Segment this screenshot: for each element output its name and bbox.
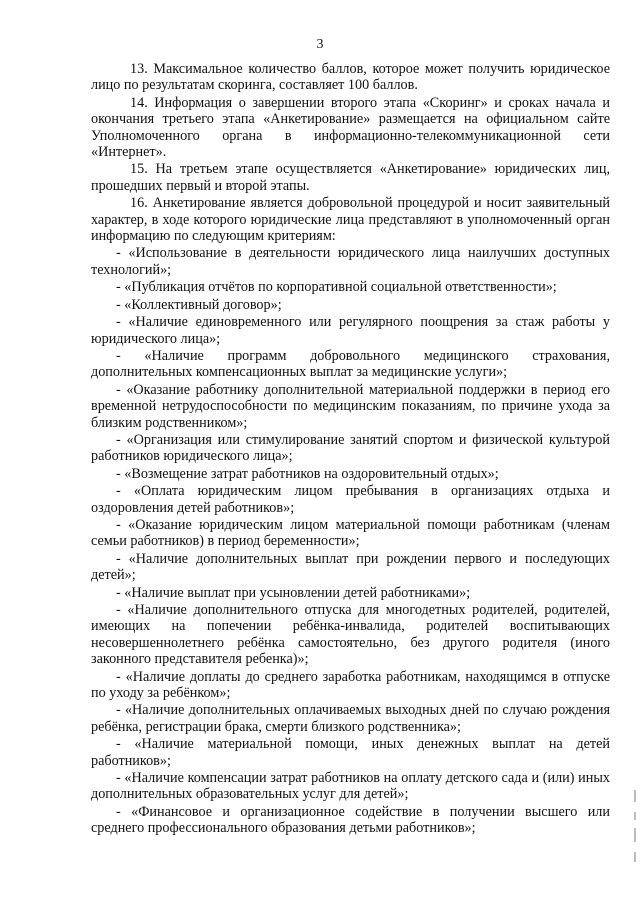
paragraph-13: 13. Максимальное количество баллов, которое может получить юридическое лицо по результатам скоринга, составляет 100 баллов. xyxy=(91,61,610,94)
criterion-item: - «Наличие компенсации затрат работников на оплату детского сада и (или) иных дополнительных образовательных услуг для детей»; xyxy=(91,770,610,803)
criteria-list xyxy=(91,245,610,836)
criterion-item: - «Публикация отчётов по корпоративной социальной ответственности»; xyxy=(116,279,557,296)
paragraph-14: 14. Информация о завершении второго этапа «Скоринг» и сроках начала и окончания третьего этапа «Анкетирование» размещается на официальном сайте Уполномоченного органа в информационно-телекоммуникационной сети «Интернет». xyxy=(91,94,610,161)
paragraph-16: 16. Анкетирование является добровольной процедурой и носит заявительный характер, в ходе которого юридические лица представляют в уполномоченный орган информацию по следующим критериям: xyxy=(91,195,610,245)
criterion-item: - «Оказание юридическим лицом материальной помощи работникам (членам семьи работников) в период беременности»; xyxy=(91,516,610,550)
criterion-item: - «Наличие дополнительных выплат при рождении первого и последующих детей»; xyxy=(91,550,610,584)
criterion-item: - «Наличие единовременного или регулярного поощрения за стаж работы у юридического лица»; xyxy=(91,314,610,347)
scan-artifact xyxy=(634,852,636,862)
criterion-item: - «Финансовое и организационное содействие в получении высшего или среднего профессионального образования детьми работников»; xyxy=(91,803,610,837)
criterion-item: - «Наличие материальной помощи, иных денежных выплат на детей работников»; xyxy=(91,736,610,769)
scan-artifact xyxy=(634,790,636,802)
criterion-item: - «Наличие выплат при усыновлении детей работниками»; xyxy=(116,584,471,601)
criterion-item: - «Возмещение затрат работников на оздоровительный отдых»; xyxy=(116,465,499,482)
criterion-item: - «Оказание работнику дополнительной материальной поддержки в период его временной нетрудоспособности по медицинским показаниям, по причине ухода за близким родственником»; xyxy=(91,381,610,431)
paragraph-15: 15. На третьем этапе осуществляется «Анкетирование» юридических лиц, прошедших первый и второй этапы. xyxy=(91,161,610,194)
scan-artifact xyxy=(634,828,636,842)
page-number: 3 xyxy=(316,37,324,52)
criterion-item: - «Наличие доплаты до среднего заработка работникам, находящимся в отпуске по уходу за ребёнком»; xyxy=(91,668,610,702)
criterion-item: - «Коллективный договор»; xyxy=(116,296,282,313)
criterion-item: - «Использование в деятельности юридического лица наилучших доступных технологий»; xyxy=(91,245,610,278)
criterion-item: - «Наличие программ добровольного медицинского страхования, дополнительных компенсационных выплат за медицинские услуги»; xyxy=(91,347,610,381)
scan-artifact xyxy=(634,812,636,820)
document-body xyxy=(91,61,610,837)
criterion-item: - «Оплата юридическим лицом пребывания в организациях отдыха и оздоровления детей работников»; xyxy=(91,483,610,516)
criterion-item: - «Организация или стимулирование занятий спортом и физической культурой работников юридического лица»; xyxy=(91,431,610,465)
criterion-item: - «Наличие дополнительного отпуска для многодетных родителей, родителей, имеющих на попечении ребёнка-инвалида, родителей воспитывающих несовершеннолетнего ребёнка самостоятельно, без другого родителя (иного законного представителя ребенка)»; xyxy=(91,602,610,668)
criterion-item: - «Наличие дополнительных оплачиваемых выходных дней по случаю рождения ребёнка, регистрации брака, смерти близкого родственника»; xyxy=(91,702,610,735)
